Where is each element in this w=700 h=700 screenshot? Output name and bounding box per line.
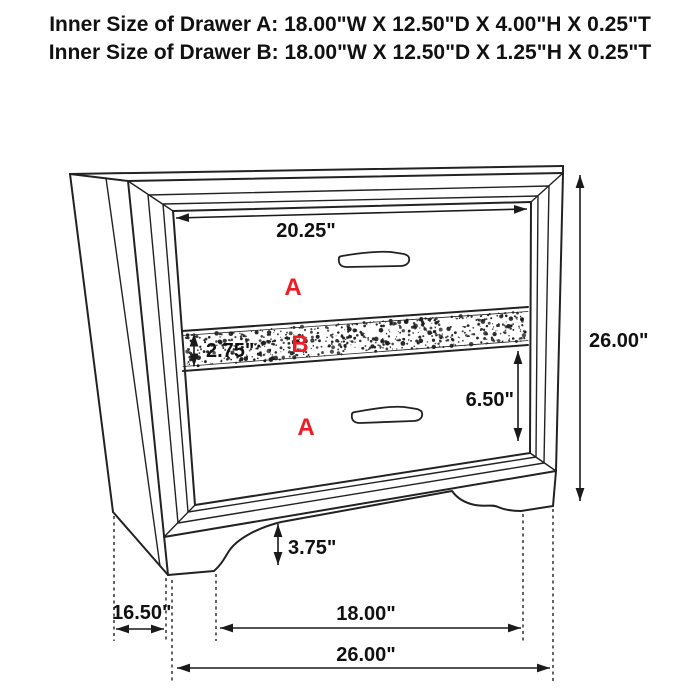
dim-side-depth-label: 16.50" <box>112 602 172 624</box>
drawer-a-bottom-label: A <box>297 414 315 441</box>
inner-size-drawer-b-text: Inner Size of Drawer B: 18.00"W X 12.50"D X 1.25"H X 0.25"T <box>48 41 652 64</box>
drawer-a-top-handle <box>339 252 409 267</box>
base-and-feet <box>168 471 556 575</box>
dim-overall-height-label: 26.00" <box>589 330 649 352</box>
dim-between-feet-label: 18.00" <box>336 603 396 625</box>
cabinet-left-side-panel <box>70 174 168 575</box>
dimension-arrows <box>116 175 580 668</box>
dim-overall-width-label: 26.00" <box>336 644 396 666</box>
dim-foot-height-label: 3.75" <box>288 537 337 559</box>
drawer-a-top-label: A <box>284 274 302 301</box>
drawer-letter-labels <box>284 274 314 441</box>
dim-drawer-a-height-label: 6.50" <box>465 389 514 411</box>
drawer-a-bottom-handle <box>352 407 422 423</box>
drawer-b-label: B <box>291 331 309 358</box>
dim-drawer-b-height-label: 2.75" <box>206 340 255 362</box>
dim-inner-width-label: 20.25" <box>276 220 336 242</box>
inner-size-drawer-a-text: Inner Size of Drawer A: 18.00"W X 12.50"D X 4.00"H X 0.25"T <box>49 13 651 36</box>
dimension-labels <box>112 220 649 666</box>
